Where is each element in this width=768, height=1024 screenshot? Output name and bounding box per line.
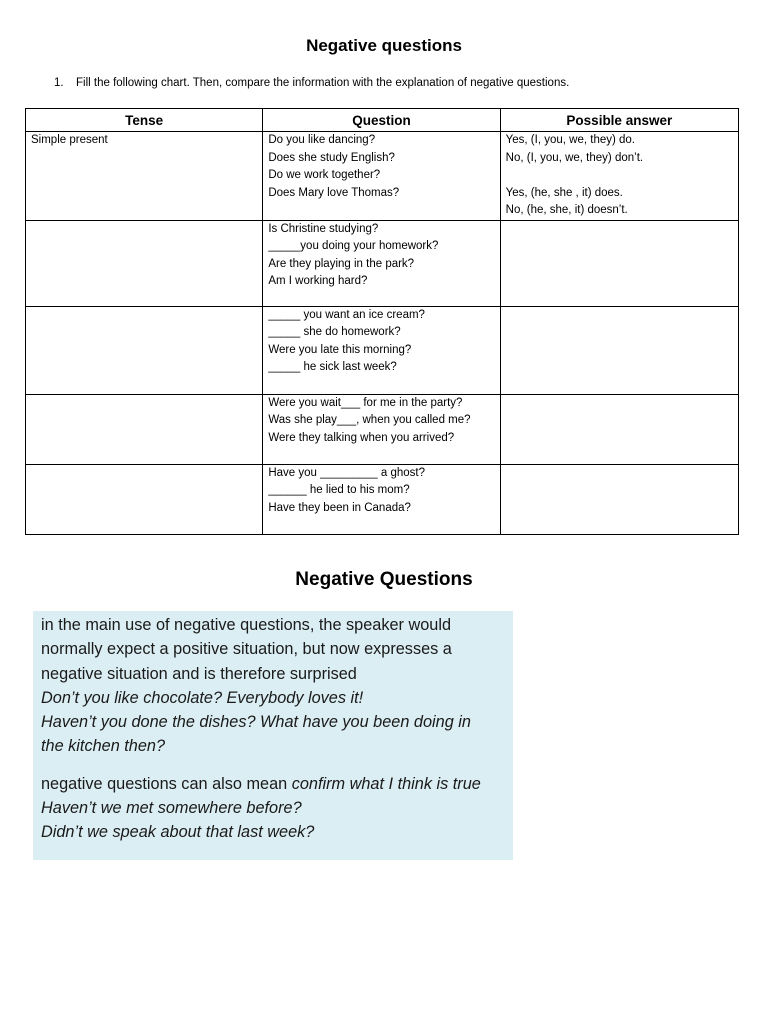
tense-cell <box>26 132 263 221</box>
answer-line <box>506 167 733 185</box>
header-tense: Tense <box>26 109 263 132</box>
explanation-line: in the main use of negative questions, the speaker would <box>41 616 452 634</box>
question-line: Do we work together? <box>268 169 381 181</box>
explanation-line: Haven’t you done the dishes? What have you been doing in <box>41 713 471 732</box>
instruction <box>54 77 569 89</box>
question-cell <box>263 220 500 306</box>
answer-cell <box>500 306 738 394</box>
table-row <box>26 132 739 221</box>
tense-chart <box>25 108 739 535</box>
question-line: Am I working hard? <box>268 275 368 287</box>
question-line: Is Christine studying? <box>268 222 379 235</box>
question-line: Was she play___, when you called me? <box>268 414 471 426</box>
paragraph-2-text: negative questions can also mean <box>41 774 292 793</box>
explanation-paragraph-1 <box>41 613 513 686</box>
explanation-box <box>33 611 513 860</box>
question-line: Have you _________ a ghost? <box>268 466 425 479</box>
answer-cell <box>500 132 738 221</box>
instruction-text: Fill the following chart. Then, compare the information with the explanation of negative questions. <box>76 77 570 89</box>
question-line: Do you like dancing? <box>268 134 376 146</box>
header-question: Question <box>263 109 500 132</box>
answer-cell <box>500 464 738 534</box>
explanation-examples-1 <box>41 686 513 759</box>
page-title: Negative questions <box>306 36 462 55</box>
question-line: _____ you want an ice cream? <box>268 308 425 321</box>
table-header-row <box>26 109 739 132</box>
question-line: Are they playing in the park? <box>268 257 415 270</box>
explanation-line: Haven’t we met somewhere before? <box>41 799 302 818</box>
table-row <box>26 306 739 394</box>
question-line: ______ he lied to his mom? <box>268 484 410 496</box>
explanation-line: Don’t you like chocolate? Everybody loves it! <box>41 688 364 707</box>
question-cell <box>263 464 500 534</box>
paragraph-2-italic: confirm what I think is true <box>291 774 481 793</box>
question-line: Were you late this morning? <box>268 343 412 356</box>
tense-cell <box>26 220 263 306</box>
tense-cell <box>26 394 263 464</box>
table-row <box>26 220 739 306</box>
question-line: Does she study English? <box>268 151 395 164</box>
explanation-examples-2 <box>41 796 513 845</box>
question-cell <box>263 132 500 221</box>
answer-line: Yes, (he, she , it) does. <box>505 186 623 199</box>
answer-line: No, (I, you, we, they) don’t. <box>505 151 644 164</box>
question-line: Were they talking when you arrived? <box>268 431 455 444</box>
question-line: _____ he sick last week? <box>268 361 397 373</box>
explanation-line: Didn’t we speak about that last week? <box>41 823 315 842</box>
tense-cell <box>26 464 263 534</box>
question-cell <box>263 394 500 464</box>
explanation-line: the kitchen then? <box>41 737 166 756</box>
question-line: Were you wait___ for me in the party? <box>268 396 463 409</box>
tense-text: Simple present <box>31 134 108 146</box>
answer-line: Yes, (I, you, we, they) do. <box>505 134 635 146</box>
answer-cell <box>500 220 738 306</box>
explanation-line: negative situation and is therefore surprised <box>41 664 357 683</box>
table-row <box>26 464 739 534</box>
question-line: Does Mary love Thomas? <box>268 186 400 199</box>
question-line: Have they been in Canada? <box>268 501 411 514</box>
explanation-line: normally expect a positive situation, but now expresses a <box>41 640 452 659</box>
question-cell <box>263 306 500 394</box>
section-title: Negative Questions <box>295 569 473 590</box>
question-line: _____ she do homework? <box>268 326 401 338</box>
answer-line: No, (he, she, it) doesn’t. <box>505 204 628 216</box>
question-line: _____you doing your homework? <box>268 240 439 252</box>
instruction-number: 1. <box>54 77 64 89</box>
header-possible-answer: Possible answer <box>500 109 738 132</box>
table-row <box>26 394 739 464</box>
tense-cell <box>26 306 263 394</box>
explanation-paragraph-2 <box>41 772 513 796</box>
answer-cell <box>500 394 738 464</box>
